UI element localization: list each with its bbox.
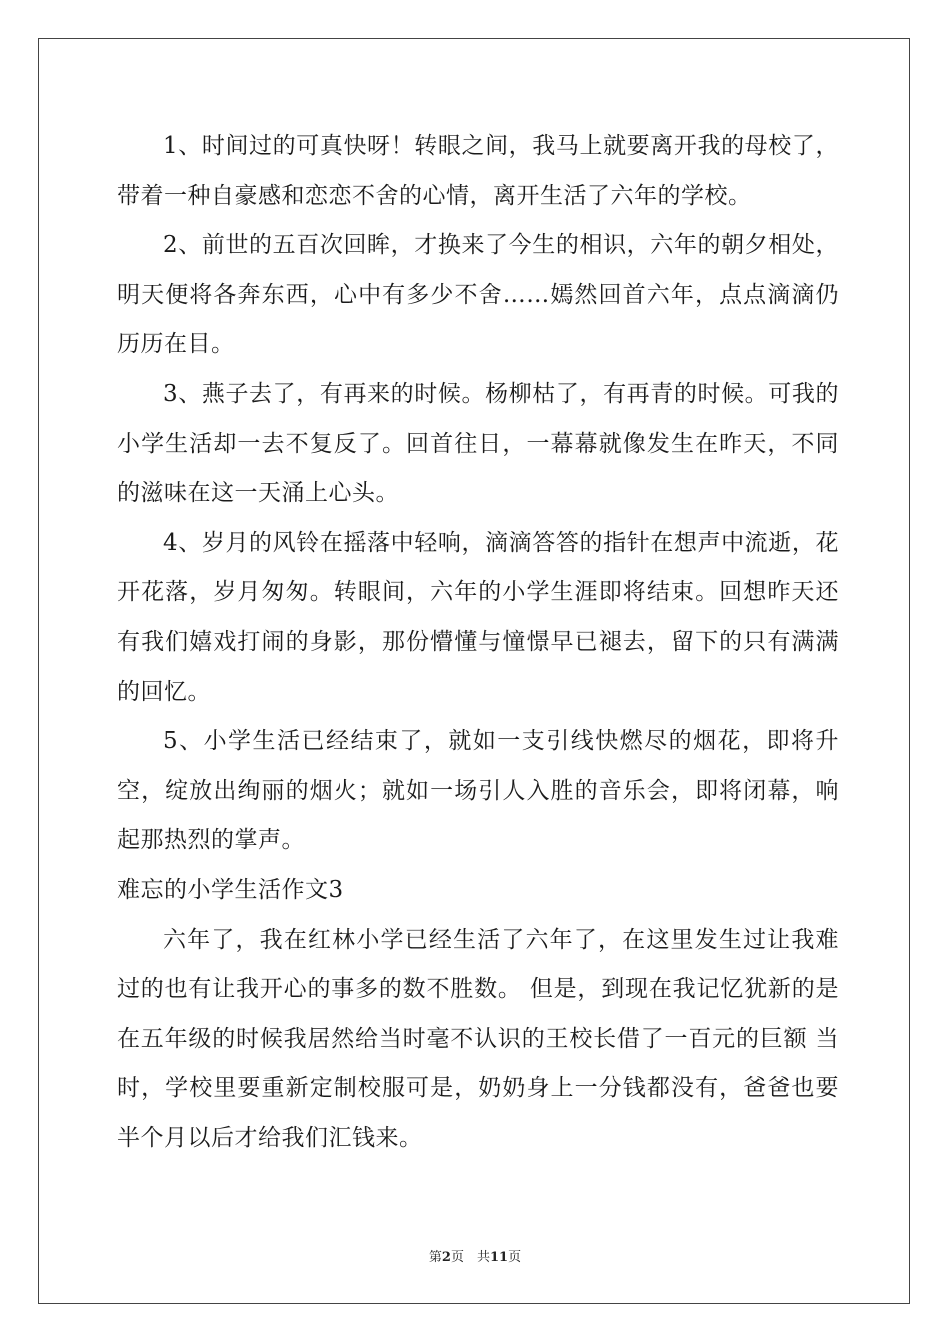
page-footer [0, 1246, 950, 1265]
paragraph-2: 2、前世的五百次回眸，才换来了今生的相识，六年的朝夕相处，明天便将各奔东西，心中有多少不舍……嫣然回首六年，点点滴滴仍历历在目。 [117, 232, 839, 358]
footer-prefix: 第 [428, 1250, 442, 1265]
paragraph-1: 1、时间过的可真快呀！转眼之间，我马上就要离开我的母校了，带着一种自豪感和恋恋不舍的心情，离开生活了六年的学校。 [117, 133, 839, 209]
document-body [117, 122, 839, 1163]
paragraph-5: 5、小学生活已经结束了，就如一支引线快燃尽的烟花，即将升空，绽放出绚丽的烟火；就如一场引人入胜的音乐会，即将闭幕，响起那热烈的掌声。 [117, 728, 839, 854]
paragraph-essay-3: 六年了，我在红林小学已经生活了六年了，在这里发生过让我难过的也有让我开心的事多的数不胜数。 但是，到现在我记忆犹新的是在五年级的时候我居然给当时毫不认识的王校长借了一百元的巨额 当时，学校里要重新定制校服可是，奶奶身上一分钱都没有，爸爸也要半个月以后才给我们汇钱来。 [117, 926, 839, 1151]
footer-total-pages: 11 [489, 1250, 509, 1265]
paragraph-4: 4、岁月的风铃在摇落中轻响，滴滴答答的指针在想声中流逝，花开花落，岁月匆匆。转眼间，六年的小学生涯即将结束。回想昨天还有我们嬉戏打闹的身影，那份懵懂与憧憬早已褪去，留下的只有满满的回忆。 [117, 529, 839, 705]
paragraph-3: 3、燕子去了，有再来的时候。杨柳枯了，有再青的时候。可我的小学生活却一去不复反了。回首往日，一幕幕就像发生在昨天，不同的滋味在这一天涌上心头。 [117, 380, 839, 507]
footer-page-number: 2 [441, 1250, 451, 1265]
section-heading: 难忘的小学生活作文3 [117, 876, 344, 903]
footer-mid: 页 共 [450, 1250, 490, 1265]
footer-suffix: 页 [508, 1250, 522, 1265]
